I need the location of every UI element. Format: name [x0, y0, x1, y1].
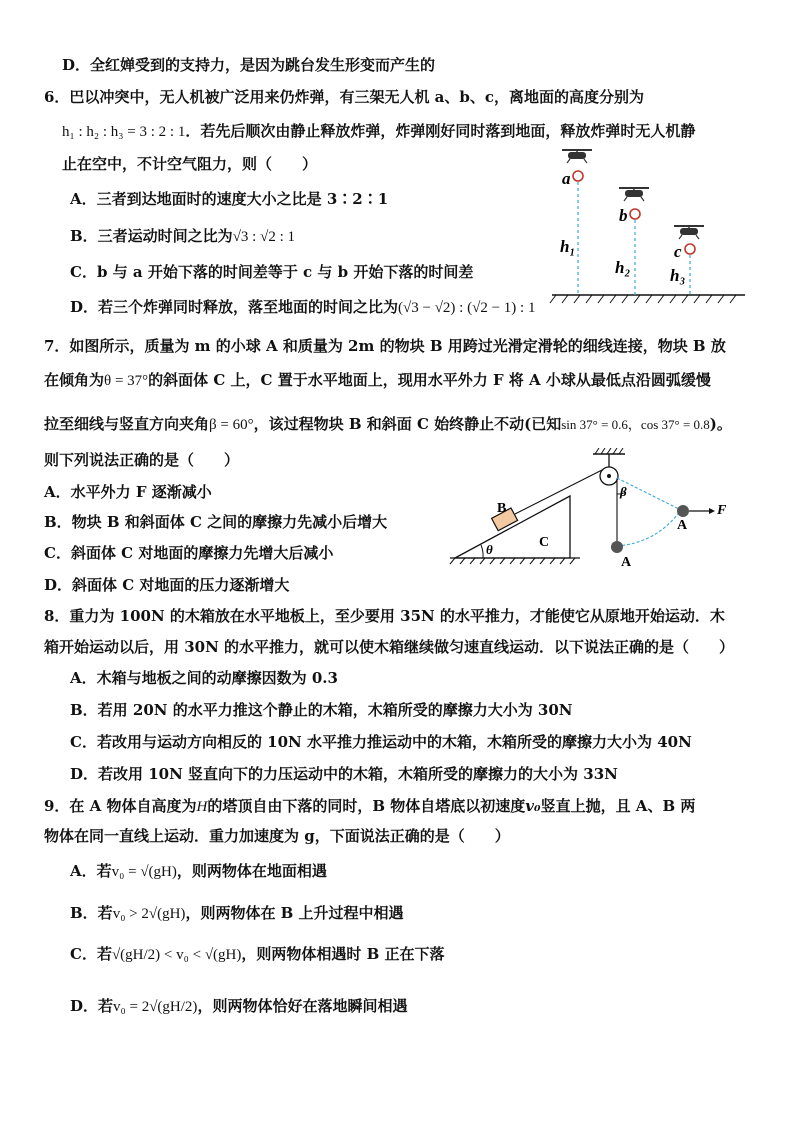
- q9-option-a-math: v₀ = √(gH): [111, 864, 177, 880]
- bomb-a: [573, 171, 583, 181]
- label-c: c: [674, 242, 682, 261]
- drone-a-icon: [562, 150, 592, 163]
- q9-option-c-post: ，则两物体相遇时 B 正在下落: [241, 945, 445, 963]
- label-h3: h₃: [670, 266, 686, 285]
- q6-stem-line3: 止在空中，不计空气阻力，则（ ）: [62, 155, 318, 173]
- label-h2: h₂: [615, 258, 631, 277]
- q9-option-d-math: v₀ = 2√(gH/2): [113, 999, 198, 1015]
- q7-trig-values: sin 37° = 0.6，cos 37° = 0.8: [561, 417, 710, 432]
- q6-option-b-math: √3 : √2 : 1: [232, 229, 295, 245]
- q9-stem-line2: 物体在同一直线上运动．重力加速度为 g，下面说法正确的是（ ）: [44, 827, 510, 845]
- q9-option-d: [70, 996, 407, 1017]
- q8-option-d: D．若改用 10N 竖直向下的力压运动中的木箱，木箱所受的摩擦力的大小为 33N: [70, 765, 618, 783]
- label-beta: β: [620, 484, 627, 499]
- q8-option-a: A．木箱与地板之间的动摩擦因数为 0.3: [70, 669, 338, 687]
- q6-height-ratio: h₁ : h₂ : h₃ = 3 : 2 : 1: [62, 124, 186, 140]
- q7-stem-line1: 7．如图所示，质量为 m 的小球 A 和质量为 2m 的物块 B 用跨过光滑定滑轮的细线连接，物块 B 放: [44, 337, 726, 355]
- q6-option-a: A．三者到达地面时的速度大小之比是 3∶2∶1: [70, 190, 389, 208]
- q9-stem-line1-a: 9．在 A 物体自高度为: [44, 797, 197, 815]
- q9-option-b-post: ，则两物体在 B 上升过程中相遇: [185, 904, 404, 922]
- q7-option-d: D．斜面体 C 对地面的压力逐渐增大: [44, 576, 290, 594]
- ceiling-hatching: [595, 448, 623, 454]
- label-block-b: B: [497, 501, 507, 516]
- swing-arc: [617, 510, 681, 546]
- q7-stem-line3-c: )。: [709, 415, 732, 433]
- q6-option-d-text: D．若三个炸弹同时释放，落至地面的时间之比为: [70, 298, 399, 316]
- q9-option-c: [70, 944, 445, 965]
- floor-hatching: [450, 558, 575, 564]
- q8-stem-line1: 8．重力为 100N 的木箱放在水平地板上，至少要用 35N 的水平推力，才能使它从原地开始运动．木: [44, 607, 725, 625]
- q6-option-b: [70, 226, 295, 247]
- q9-stem-line1-c: 竖直上抛，且 A、B 两: [540, 797, 696, 815]
- q9-option-b: [70, 903, 404, 924]
- q6-stem-line2: [62, 121, 695, 142]
- label-theta: θ: [486, 542, 493, 557]
- q6-stem-line1: 6．巴以冲突中，无人机被广泛用来仍炸弹，有三架无人机 a、b、c，离地面的高度分别为: [44, 88, 645, 106]
- incline-c: [455, 496, 570, 558]
- ball-a-displaced: [677, 505, 689, 517]
- q5-option-d: D．全红婵受到的支持力，是因为跳台发生形变而产生的: [62, 56, 436, 74]
- q8-stem-line2: 箱开始运动以后，用 30N 的水平推力，就可以使木箱继续做匀速直线运动．以下说法正确的是（ ）: [44, 638, 735, 656]
- label-a: a: [562, 169, 571, 188]
- q7-option-b: B．物块 B 和斜面体 C 之间的摩擦力先减小后增大: [44, 513, 388, 531]
- label-a-lowest: A: [621, 555, 632, 570]
- q6-option-d-math: (√3 − √2) : (√2 − 1) : 1: [398, 300, 536, 316]
- q9-option-d-post: ，则两物体恰好在落地瞬间相遇: [197, 997, 408, 1015]
- q7-option-a: A．水平外力 F 逐渐减小: [44, 483, 212, 501]
- q9-option-a-pre: A．若: [70, 862, 112, 880]
- q6-drone-figure: [540, 140, 750, 310]
- q9-option-b-pre: B．若: [70, 904, 113, 922]
- q9-option-d-pre: D．若: [70, 997, 114, 1015]
- q7-stem-line4: 则下列说法正确的是（ ）: [44, 451, 240, 469]
- q8-option-b: B．若用 20N 的水平力推这个静止的木箱，木箱所受的摩擦力大小为 30N: [70, 701, 573, 719]
- label-b: b: [619, 206, 628, 225]
- q9-stem-line1-b: 的塔顶自由下落的同时，B 物体自塔底以初速度: [207, 797, 526, 815]
- q7-stem-line3-b: ，该过程物块 B 和斜面 C 始终静止不动(已知: [253, 415, 562, 433]
- ground-hatching: [550, 295, 736, 303]
- q9-v0-symbol: v₀: [525, 797, 541, 815]
- q7-beta-value: β = 60°: [209, 417, 254, 433]
- label-force: F: [717, 503, 727, 518]
- bomb-c: [685, 244, 695, 254]
- label-a-displaced: A: [677, 518, 688, 533]
- q7-theta-value: θ = 37°: [104, 373, 149, 389]
- force-arrowhead: [709, 508, 715, 514]
- q6-option-d: [70, 297, 535, 318]
- q9-option-c-math: √(gH/2) < v₀ < √(gH): [111, 947, 242, 963]
- bomb-b: [630, 209, 640, 219]
- pulley-axle: [607, 474, 611, 478]
- q7-stem-line2-b: 的斜面体 C 上，C 置于水平地面上，现用水平外力 F 将 A 小球从最低点沿圆弧缓慢: [148, 371, 711, 389]
- q9-stem-line1: [44, 796, 695, 817]
- q7-stem-line2-a: 在倾角为: [44, 371, 105, 389]
- drone-c-icon: [674, 226, 704, 239]
- q8-option-c: C．若改用与运动方向相反的 10N 水平推力推运动中的木箱，木箱所受的摩擦力大小为 40N: [70, 733, 692, 751]
- q7-stem-line2: [44, 370, 711, 391]
- q9-option-a-post: ，则两物体在地面相遇: [176, 862, 327, 880]
- label-h1: h₁: [560, 237, 576, 256]
- q9-option-b-math: v₀ > 2√(gH): [112, 906, 186, 922]
- q9-option-a: [70, 861, 327, 882]
- label-incline-c: C: [539, 535, 550, 550]
- q9-option-c-pre: C．若: [70, 945, 112, 963]
- q7-stem-line3: [44, 414, 732, 435]
- q6-stem-line2-text: ．若先后顺次由静止释放炸弹，炸弹刚好同时落到地面，释放炸弹时无人机静: [185, 122, 696, 140]
- q7-pulley-figure: [445, 448, 745, 578]
- drone-b-icon: [619, 188, 649, 201]
- q6-option-c: C．b 与 a 开始下落的时间差等于 c 与 b 开始下落的时间差: [70, 263, 474, 281]
- q6-option-b-text: B．三者运动时间之比为: [70, 227, 233, 245]
- q9-height-symbol: H: [196, 799, 208, 815]
- ball-a-lowest: [611, 541, 623, 553]
- q7-option-c: C．斜面体 C 对地面的摩擦力先增大后减小: [44, 544, 334, 562]
- q7-stem-line3-a: 拉至细线与竖直方向夹角: [44, 415, 210, 433]
